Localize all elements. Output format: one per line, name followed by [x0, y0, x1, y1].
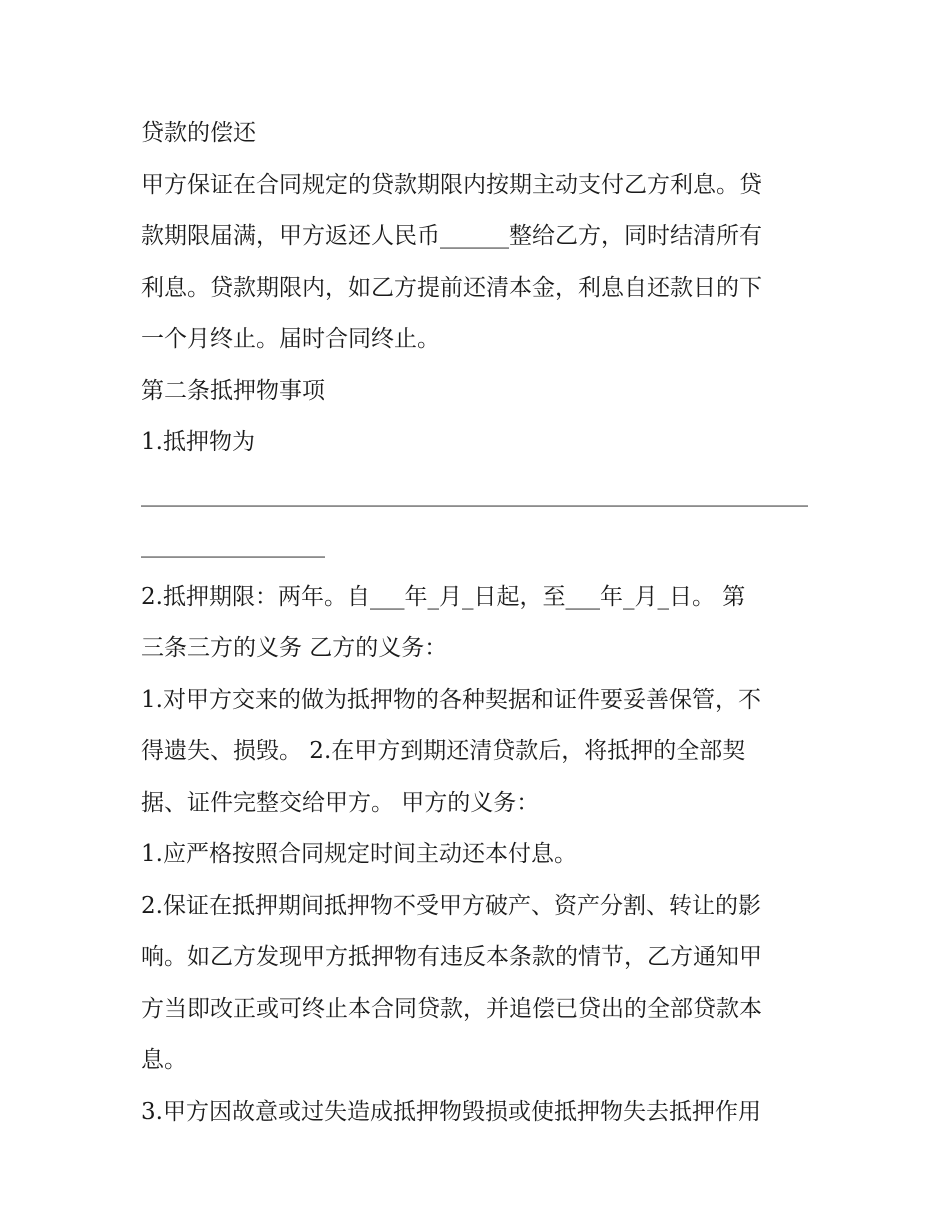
paragraph-line: 得遗失、损毁。 2.在甲方到期还清贷款后，将抵押的全部契 — [141, 738, 746, 764]
paragraph-line: 2.抵押期限：两年。自___年_月_日起，至___年_月_日。 第 — [141, 583, 746, 610]
paragraph-line: 方当即改正或可终止本合同贷款，并追偿已贷出的全部贷款本 — [141, 995, 762, 1022]
paragraph-line: 1.应严格按照合同规定时间主动还本付息。 — [141, 841, 577, 867]
document-body — [141, 108, 811, 1138]
article-heading-collateral: 第二条抵押物事项 — [141, 377, 325, 404]
paragraph-line: 3.甲方因故意或过失造成抵押物毁损或使抵押物失去抵押作用 — [141, 1098, 761, 1125]
blank-fill-line: ________________ — [141, 532, 325, 558]
paragraph-line: 款期限届满，甲方返还人民币______整给乙方，同时结清所有 — [141, 223, 762, 249]
paragraph-line: 据、证件完整交给甲方。 甲方的义务： — [141, 789, 540, 816]
paragraph-line: 1.对甲方交来的做为抵押物的各种契据和证件要妥善保管，不 — [141, 686, 761, 713]
blank-fill-line: __________________________________________________________ — [141, 480, 808, 507]
paragraph-line: 利息。贷款期限内，如乙方提前还清本金，利息自还款日的下 — [141, 274, 762, 301]
paragraph-line: 1.抵押物为 — [141, 429, 255, 455]
paragraph-line: 三条三方的义务 乙方的义务： — [141, 635, 448, 661]
paragraph-line: 一个月终止。届时合同终止。 — [141, 326, 440, 352]
paragraph-line: 响。如乙方发现甲方抵押物有违反本条款的情节，乙方通知甲 — [141, 944, 762, 970]
paragraph-line: 甲方保证在合同规定的贷款期限内按期主动支付乙方利息。贷 — [141, 171, 762, 198]
paragraph-line: 2.保证在抵押期间抵押物不受甲方破产、资产分割、转让的影 — [141, 892, 761, 919]
section-heading-repayment: 贷款的偿还 — [141, 120, 256, 146]
paragraph-line: 息。 — [141, 1047, 187, 1073]
